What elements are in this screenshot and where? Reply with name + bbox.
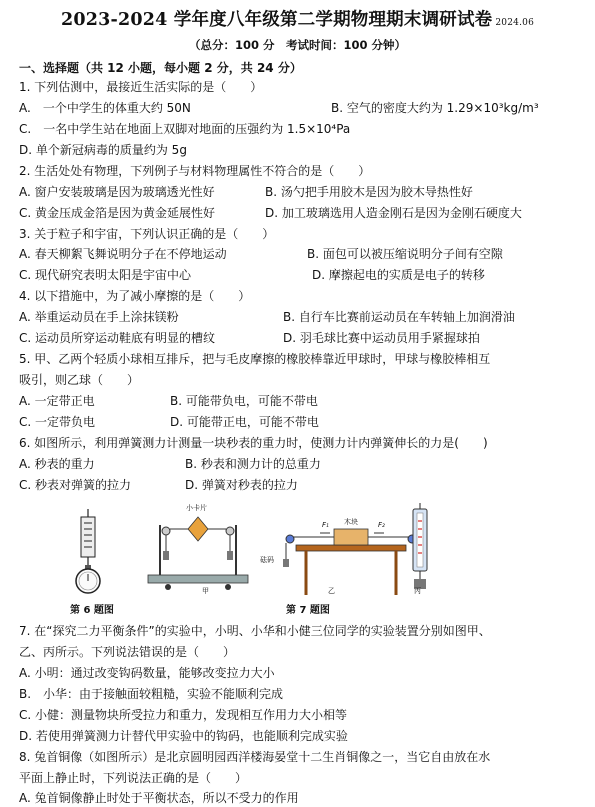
fig7-caption: 第 7 题图: [286, 605, 330, 616]
block-label: 木块: [344, 518, 358, 526]
q1-stem: 1. 下列估测中，最接近生活实际的是（ ）: [19, 80, 263, 94]
jia-label: 甲: [202, 587, 209, 595]
q6-stem: 6. 如图所示，利用弹簧测力计测量一块秒表的重力时，使测力计内弹簧伸长的力是( ): [19, 436, 488, 450]
q5-option-c: C. 一定带负电: [19, 415, 96, 429]
title-text: 2023-2024 学年度八年级第二学期物理期末调研试卷: [61, 10, 493, 30]
bing-label: 丙: [414, 587, 421, 595]
q4-option-d: D. 羽毛球比赛中运动员用手紧握球拍: [283, 331, 480, 345]
q2-stem: 2. 生活处处有物理，下列例子与材料物理属性不符合的是（ ）: [19, 164, 371, 178]
q2-option-b: B. 汤勺把手用胶木是因为胶木导热性好: [265, 185, 473, 199]
q4-stem: 4. 以下措施中，为了减小摩擦的是（ ）: [19, 289, 251, 303]
q7-option-d: D. 若使用弹簧测力计替代甲实验中的钩码，也能顺利完成实验: [19, 729, 348, 743]
f2-label: F₂: [378, 521, 385, 529]
q4-option-a: A. 举重运动员在手上涂抹镁粉: [19, 310, 179, 324]
fig6-caption: 第 6 题图: [70, 605, 114, 616]
q7-option-a: A. 小明：通过改变钩码数量，能够改变拉力大小: [19, 666, 275, 680]
q5-option-a: A. 一定带正电: [19, 394, 95, 408]
q3-option-b: B. 面包可以被压缩说明分子间有空隙: [307, 247, 503, 261]
q7-option-c: C. 小健：测量物块所受拉力和重力，发现相互作用力大小相等: [19, 708, 348, 722]
q2-option-a: A. 窗户安装玻璃是因为玻璃透光性好: [19, 185, 215, 199]
q6-option-b: B. 秒表和测力计的总重力: [185, 457, 321, 471]
q1-option-b: B. 空气的密度大约为 1.29×10³kg/m³: [331, 101, 539, 115]
q8-stem-line1: 8. 兔首铜像（如图所示）是北京圆明园西洋楼海晏堂十二生肖铜像之一，当它自由放在水: [19, 750, 491, 764]
q6-option-c: C. 秒表对弹簧的拉力: [19, 478, 132, 492]
card-label: 小卡片: [186, 504, 207, 512]
q4-option-b: B. 自行车比赛前运动员在车转轴上加润滑油: [283, 310, 515, 324]
q3-option-c: C. 现代研究表明太阳是宇宙中心: [19, 268, 192, 282]
pulley-apparatus-jia: [148, 517, 248, 590]
stopwatch-icon: [76, 565, 100, 593]
q7-stem-line2: 乙、丙所示。下列说法错误的是（ ）: [19, 645, 236, 659]
f1-label: F₁: [322, 521, 329, 529]
exam-date: 2024.06: [495, 18, 534, 28]
q5-option-d: D. 可能带正电，可能不带电: [170, 415, 319, 429]
q2-option-d: D. 加工玻璃选用人造金刚石是因为金刚石硬度大: [265, 206, 522, 220]
q3-option-a: A. 春天柳絮飞舞说明分子在不停地运动: [19, 247, 227, 261]
section-heading: 一、选择题（共 12 小题，每小题 2 分，共 24 分）: [19, 61, 302, 75]
spring-scale-bing: [413, 503, 427, 589]
q1-option-c: C. 一名中学生站在地面上双脚对地面的压强约为 1.5×10⁴Pa: [19, 122, 351, 136]
q8-stem-line2: 平面上静止时，下列说法正确的是（ ）: [19, 771, 248, 785]
q3-option-d: D. 摩擦起电的实质是电子的转移: [312, 268, 485, 282]
q7-stem-line1: 7. 在“探究二力平衡条件”的实验中，小明、小华和小健三位同学的实验装置分别如图甲、: [19, 624, 491, 638]
q4-option-c: C. 运动员所穿运动鞋底有明显的槽纹: [19, 331, 216, 345]
q6-option-a: A. 秒表的重力: [19, 457, 95, 471]
q8-option-a: A. 兔首铜像静止时处于平衡状态，所以不受力的作用: [19, 791, 299, 805]
spring-scale-icon: [81, 509, 95, 565]
q1-option-d: D. 单个新冠病毒的质量约为 5g: [19, 143, 187, 157]
q2-option-c: C. 黄金压成金箔是因为黄金延展性好: [19, 206, 216, 220]
block-table-yi: [283, 529, 419, 595]
yi-label: 乙: [328, 587, 335, 595]
q5-stem-line2: 吸引，则乙球（ ）: [19, 373, 140, 387]
q7-option-b: B. 小华：由于接触面较粗糙，实验不能顺利完成: [19, 687, 284, 701]
q1-option-a: A. 一个中学生的体重大约 50N: [19, 101, 191, 115]
exam-subtitle: （总分：100 分 考试时间：100 分钟）: [188, 38, 407, 52]
exam-title: [0, 6, 595, 31]
q5-option-b: B. 可能带负电，可能不带电: [170, 394, 318, 408]
q5-stem-line1: 5. 甲、乙两个轻质小球相互排斥，把与毛皮摩擦的橡胶棒靠近甲球时，甲球与橡胶棒相互: [19, 352, 491, 366]
hook-label: 砝码: [260, 556, 274, 564]
q6-option-d: D. 弹簧对秒表的拉力: [185, 478, 298, 492]
q3-stem: 3. 关于粒子和宇宙，下列认识正确的是（ ）: [19, 227, 275, 241]
